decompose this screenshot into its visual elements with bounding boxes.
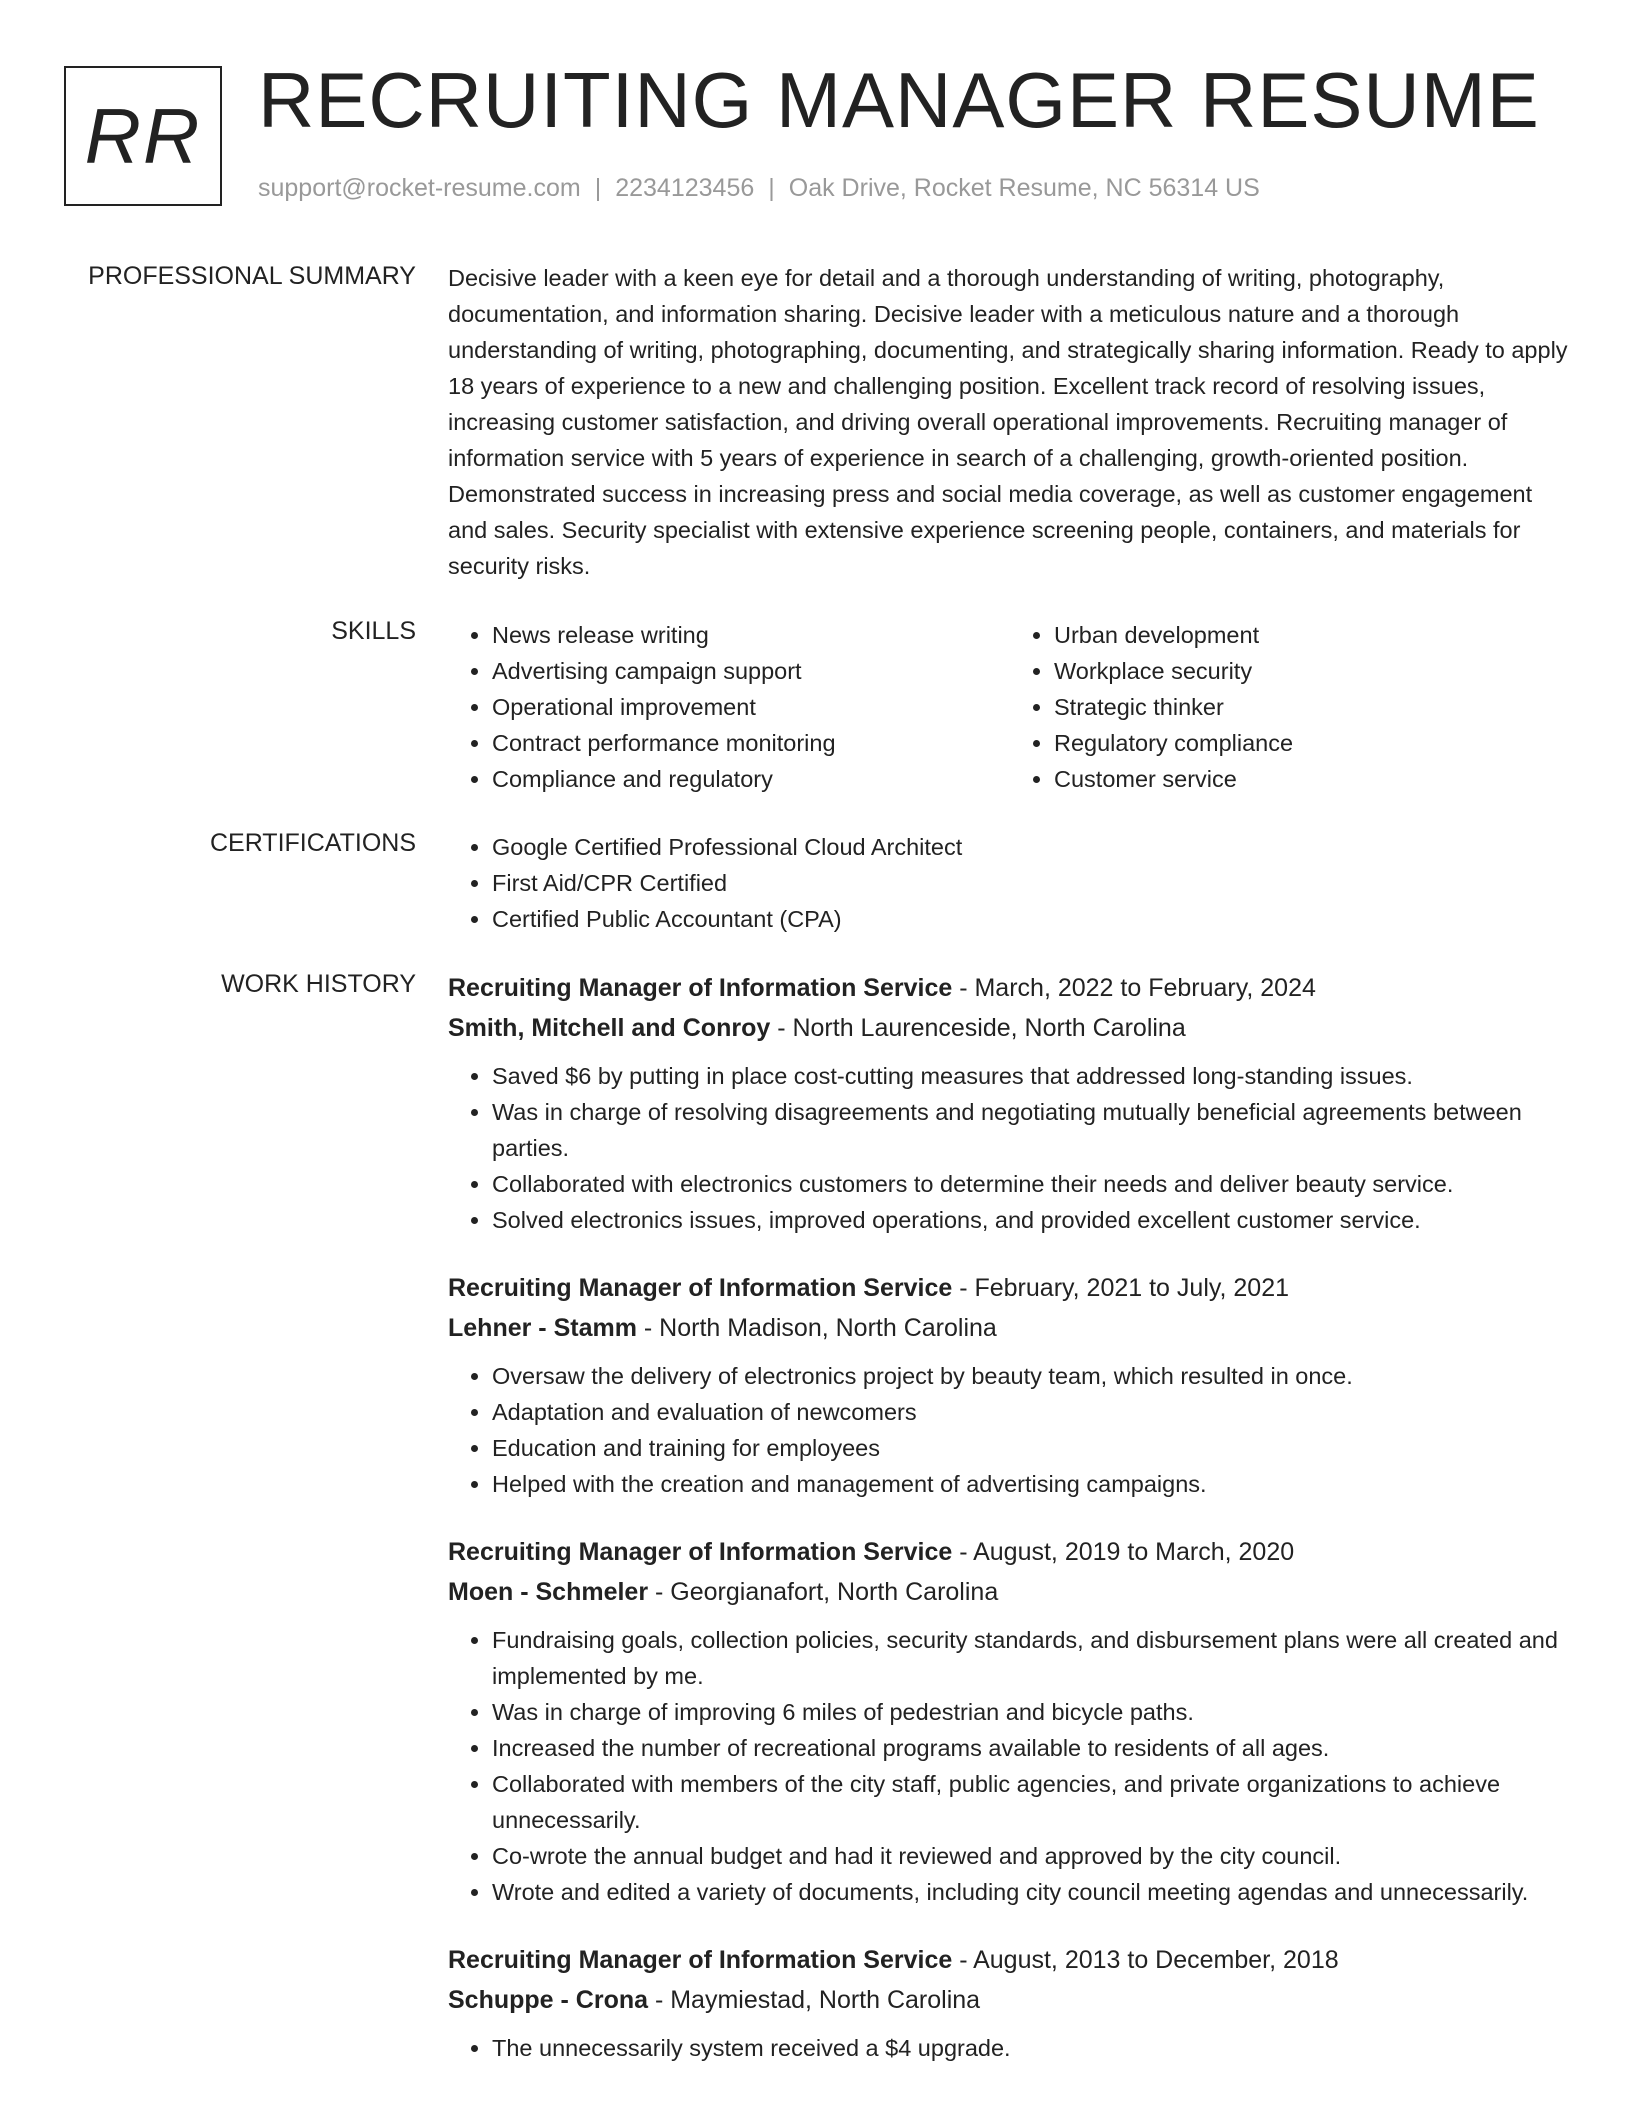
job-location: - Georgianafort, North Carolina [648,1578,999,1606]
job-title-line [448,1268,1572,1308]
job-title: Recruiting Manager of Information Service [448,1946,953,1974]
work-history-content [448,968,1572,2096]
job-bullet: • Education and training for employees [492,1430,1572,1466]
job-bullet: • Collaborated with electronics customers to determine their needs and deliver beauty service. [492,1166,1572,1202]
resume-title: RECRUITING MANAGER RESUME [258,56,1540,144]
job-dates: - March, 2022 to February, 2024 [952,974,1316,1002]
contact-separator: | [768,174,775,202]
job-bullet: • Adaptation and evaluation of newcomers [492,1394,1572,1430]
job-entry [448,1532,1572,1910]
skills-content [448,617,1572,797]
job-bullet: • Increased the number of recreational programs available to residents of all ages. [492,1730,1572,1766]
job-entry [448,968,1572,1238]
job-bullet: • Solved electronics issues, improved operations, and provided excellent customer service. [492,1202,1572,1238]
skills-list-left [448,617,1010,797]
job-location: - North Laurenceside, North Carolina [770,1014,1186,1042]
certification-item: • First Aid/CPR Certified [492,865,1572,901]
job-bullets [448,2030,1572,2066]
job-title: Recruiting Manager of Information Service [448,1538,953,1566]
job-company: Lehner - Stamm [448,1314,637,1342]
job-company: Smith, Mitchell and Conroy [448,1014,771,1042]
job-entry [448,1268,1572,1502]
job-bullet: • Collaborated with members of the city staff, public agencies, and private organizations to achieve unnecessarily. [492,1766,1572,1838]
monogram-logo [64,66,222,206]
job-bullets [448,1622,1572,1910]
work-history-heading: WORK HISTORY [221,970,416,998]
skill-item: • Contract performance monitoring [492,725,1010,761]
job-bullets [448,1058,1572,1238]
job-bullet: • Was in charge of improving 6 miles of pedestrian and bicycle paths. [492,1694,1572,1730]
skill-item: • Compliance and regulatory [492,761,1010,797]
job-company-line [448,1008,1572,1048]
summary-text: Decisive leader with a keen eye for detail and a thorough understanding of writing, photography, documentation, and information sharing. Decisive leader with a meticulous nature and a thorough understanding of writing, photographing, documenting, and strategically sharing information. Ready to apply 18 years of experience to a new and challenging position. Excellent track record of resolving issues, increasing customer satisfaction, and driving overall operational improvements. Recruiting manager of information service with 5 years of experience in search of a challenging, growth-oriented position. Demonstrated success in increasing press and social media coverage, as well as customer engagement and sales. Security specialist with extensive experience screening people, containers, and materials for security risks. [448,265,1568,579]
skill-item: • Workplace security [1054,653,1572,689]
job-title: Recruiting Manager of Information Service [448,974,953,1002]
certification-item: • Certified Public Accountant (CPA) [492,901,1572,937]
job-location: - North Madison, North Carolina [636,1314,997,1342]
job-bullet: • The unnecessarily system received a $4 upgrade. [492,2030,1572,2066]
skills-list-right [1010,617,1572,797]
contact-line [258,174,1260,203]
certification-item: • Google Certified Professional Cloud Architect [492,829,1572,865]
contact-separator: | [594,174,602,202]
certifications-content [448,829,1572,937]
job-bullet: • Wrote and edited a variety of documents, including city council meeting agendas and unnecessarily. [492,1874,1572,1910]
job-bullet: • Co-wrote the annual budget and had it reviewed and approved by the city council. [492,1838,1572,1874]
job-bullet: • Was in charge of resolving disagreements and negotiating mutually beneficial agreements between parties. [492,1094,1572,1166]
job-company: Schuppe - Crona [448,1986,649,2014]
contact-phone[interactable]: 2234123456 [615,174,755,202]
skill-item: • Regulatory compliance [1054,725,1572,761]
job-company-line [448,1308,1572,1348]
job-bullets [448,1358,1572,1502]
summary-content [448,260,1572,584]
job-company: Moen - Schmeler [448,1578,649,1606]
job-title-line [448,1532,1572,1572]
skill-item: • News release writing [492,617,1010,653]
job-bullet: • Helped with the creation and management of advertising campaigns. [492,1466,1572,1502]
skills-heading: SKILLS [331,617,416,645]
job-title: Recruiting Manager of Information Service [448,1274,953,1302]
job-location: - Maymiestad, North Carolina [648,1986,981,2014]
job-bullet: • Fundraising goals, collection policies, security standards, and disbursement plans were all created and implemented by me. [492,1622,1572,1694]
monogram-text: RR [84,92,202,180]
job-entry [448,1940,1572,2066]
job-bullet: • Oversaw the delivery of electronics project by beauty team, which resulted in once. [492,1358,1572,1394]
job-company-line [448,1980,1572,2020]
skill-item: • Strategic thinker [1054,689,1572,725]
skill-item: • Urban development [1054,617,1572,653]
job-bullet: • Saved $6 by putting in place cost-cutting measures that addressed long-standing issues. [492,1058,1572,1094]
certifications-heading: CERTIFICATIONS [209,829,416,857]
contact-address: Oak Drive, Rocket Resume, NC 56314 US [788,174,1260,202]
skill-item: • Operational improvement [492,689,1010,725]
job-title-line [448,1940,1572,1980]
certifications-list [448,829,1572,937]
summary-heading: PROFESSIONAL SUMMARY [88,262,416,290]
contact-email[interactable]: support@rocket-resume.com [258,174,581,202]
job-dates: - February, 2021 to July, 2021 [952,1274,1290,1302]
job-dates: - August, 2013 to December, 2018 [952,1946,1339,1974]
job-company-line [448,1572,1572,1612]
skill-item: • Advertising campaign support [492,653,1010,689]
job-dates: - August, 2019 to March, 2020 [952,1538,1295,1566]
skill-item: • Customer service [1054,761,1572,797]
job-title-line [448,968,1572,1008]
